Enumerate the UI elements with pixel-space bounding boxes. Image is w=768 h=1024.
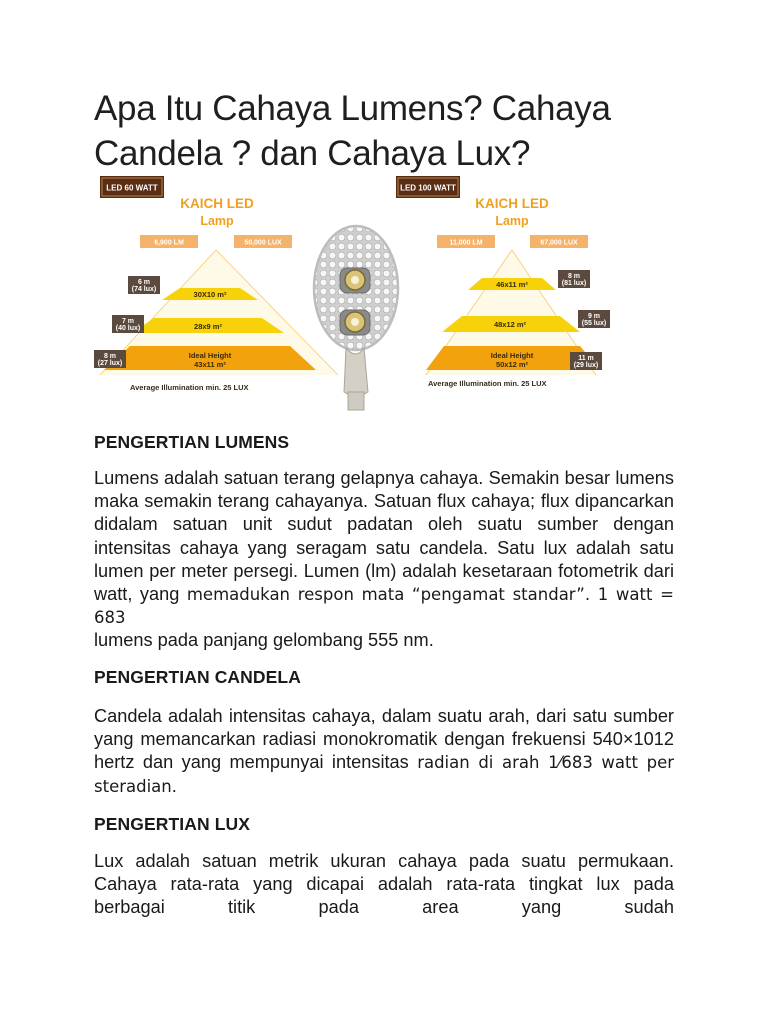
right-brand: KAICH LED [475, 196, 549, 211]
right-lumen: 11,000 LM [449, 239, 483, 247]
svg-text:9 m: 9 m [587, 313, 601, 320]
section-heading-lumens: PENGERTIAN LUMENS [94, 432, 290, 452]
section-body-candela: Candela adalah intensitas cahaya, dalam suatu arah, dari satu sumber yang memancarkan radiasi monokromatik dengan frekuensi 540×1012 hertz dan yang mempunyai intensitas radian di arah 1⁄683 watt per steradian. [94, 706, 675, 796]
section-heading-lux: PENGERTIAN LUX [94, 814, 250, 834]
right-badge-label: LED 100 WATT [400, 183, 456, 193]
left-level1-area: 30X10 m² [193, 290, 227, 299]
right-level2-area: 48x12 m² [493, 320, 527, 329]
left-caption: Average Illumination min. 25 LUX [130, 383, 249, 392]
left-level2-area: 28x9 m² [194, 322, 222, 331]
left-brand-sub: Lamp [200, 214, 234, 228]
svg-text:7 m: 7 m [121, 318, 135, 325]
section-body-lumens: Lumens adalah satuan terang gelapnya cahaya. Semakin besar lumens maka semakin terang cahayanya. Satuan flux cahaya; flux dipancarkan didalam satuan unit sudut padatan oleh suatu sumber dengan intensitas cahaya yang seragam satu candela. Satu lux adalah satu lumen per meter persegi. Lumen (lm) adalah kesetaraan fotometrik dari watt, yang memadukan respon mata “pengamat standar”. 1 watt = 683 lumens pada panjang gelombang 555 nm. [94, 468, 674, 651]
svg-text:(40 lux): (40 lux) [115, 325, 141, 332]
section-body-lux: Lux adalah satuan metrik ukuran cahaya pada suatu permukaan. Cahaya rata-rata yang dicapai adalah rata-rata tingkat lux pada berbagai titik pada area yang sudah [94, 851, 674, 918]
street-lamp-image [314, 226, 398, 410]
right-lux: 67,000 LUX [540, 239, 578, 247]
right-diagram [396, 176, 610, 388]
svg-text:8 m: 8 m [103, 353, 117, 360]
right-level3-title: Ideal Height [490, 351, 534, 360]
page-title: Apa Itu Cahaya Lumens? Cahaya Candela ? dan Cahaya Lux? [94, 89, 611, 173]
left-lux: 50,000 LUX [244, 239, 282, 247]
led-lamp-illumination-figure [94, 170, 674, 415]
right-brand-sub: Lamp [495, 214, 529, 228]
svg-text:(27 lux): (27 lux) [97, 360, 123, 367]
svg-text:(29 lux): (29 lux) [573, 362, 599, 369]
svg-text:8 m: 8 m [567, 273, 581, 280]
svg-text:(81 lux): (81 lux) [561, 280, 587, 287]
left-level3-area: 43x11 m² [194, 360, 226, 369]
left-level3-title: Ideal Height [188, 351, 232, 360]
svg-text:(74 lux): (74 lux) [131, 286, 157, 293]
left-badge-label: LED 60 WATT [106, 183, 158, 193]
svg-text:11 m: 11 m [578, 355, 594, 362]
left-lumen: 6,900 LM [154, 239, 184, 247]
svg-text:(55 lux): (55 lux) [581, 320, 607, 327]
right-caption: Average Illumination min. 25 LUX [428, 379, 547, 388]
section-heading-candela: PENGERTIAN CANDELA [94, 667, 301, 687]
left-diagram [94, 176, 338, 392]
left-brand: KAICH LED [180, 196, 254, 211]
right-level3-area: 50x12 m² [495, 360, 529, 369]
right-level1-area: 46x11 m² [496, 280, 528, 289]
svg-text:6 m: 6 m [137, 279, 151, 286]
